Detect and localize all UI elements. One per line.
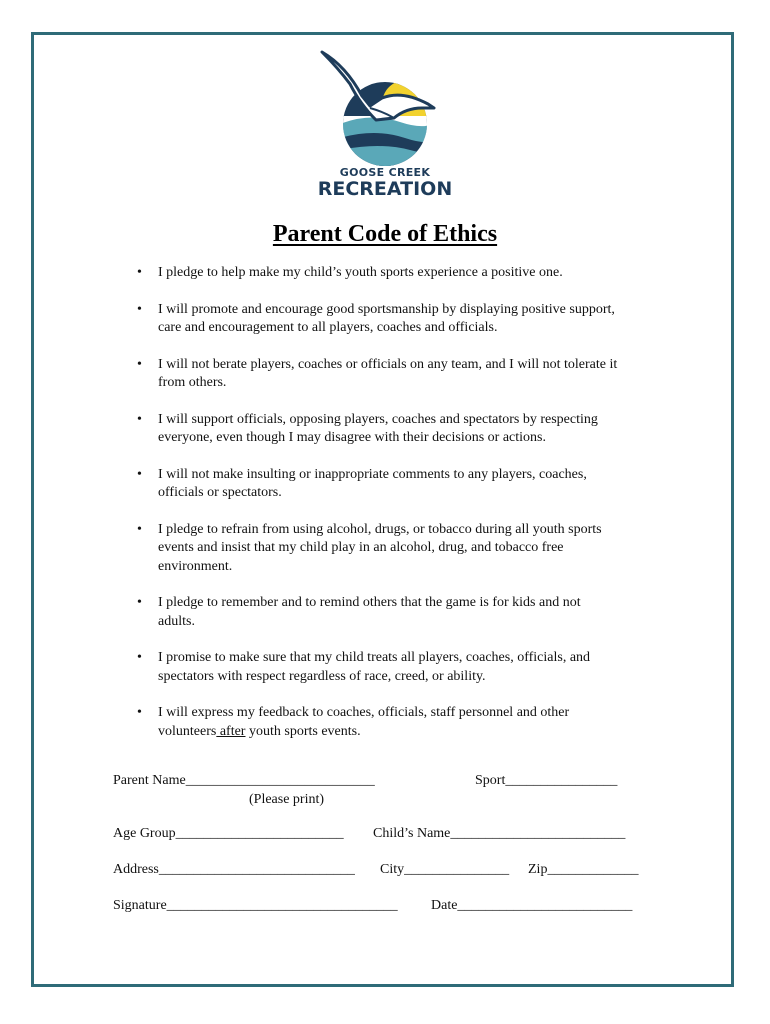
sport-field[interactable]: Sport________________ [475, 773, 618, 788]
pledge-text: care and encouragement to all players, coaches and officials. [158, 320, 498, 335]
pledge-text: I pledge to help make my child’s youth sports experience a positive one. [158, 265, 563, 280]
pledge-text: I will express my feedback to coaches, officials, staff personnel and other [158, 705, 570, 720]
pledge-text: spectators with respect regardless of race, creed, or ability. [158, 668, 486, 684]
bullet-icon: • [137, 411, 142, 427]
org-name-line1: GOOSE CREEK [339, 166, 431, 179]
pledge-item [114, 704, 664, 741]
pledge-text: I will not berate players, coaches or officials on any team, and I will not tolerate it [158, 356, 618, 372]
pledge-list [114, 264, 664, 759]
childs-name-field[interactable]: Child’s Name_________________________ [373, 826, 626, 841]
address-field[interactable]: Address____________________________ [113, 862, 355, 877]
pledge-text: I will not make insulting or inappropriate comments to any players, coaches, [158, 466, 587, 482]
bullet-icon: • [137, 595, 142, 610]
pledge-text: environment. [158, 558, 233, 574]
city-field[interactable]: City_______________ [380, 862, 510, 877]
please-print-note: (Please print) [249, 792, 325, 807]
pledge-text: I promise to make sure that my child treats all players, coaches, officials, and [158, 650, 591, 665]
bullet-icon: • [137, 650, 142, 665]
bullet-icon: • [137, 521, 142, 537]
pledge-text: from others. [158, 375, 227, 390]
pledge-text: I will support officials, opposing players, coaches and spectators by respecting [158, 411, 598, 427]
pledge-item [114, 301, 664, 338]
page-title [0, 221, 770, 248]
pledge-text: events and insist that my child play in an alcohol, drug, and tobacco free [158, 540, 564, 555]
pledge-item [114, 649, 664, 686]
date-field[interactable]: Date_________________________ [431, 898, 633, 913]
pledge-text: officials or spectators. [158, 485, 282, 500]
parent-name-field[interactable]: Parent Name___________________________ [113, 773, 375, 788]
bullet-icon: • [137, 356, 142, 372]
page-title-text: Parent Code of Ethics [272, 221, 498, 247]
pledge-text: I pledge to remember and to remind others that the game is for kids and not [158, 595, 581, 610]
signature-field[interactable]: Signature_________________________________ [113, 898, 398, 913]
org-name-line2: RECREATION [317, 178, 453, 200]
bullet-icon: • [137, 705, 142, 720]
bullet-icon: • [137, 265, 142, 280]
age-group-field[interactable]: Age Group________________________ [113, 826, 344, 841]
pledge-text: everyone, even though I may disagree with their decisions or actions. [158, 430, 546, 445]
pledge-item [114, 594, 664, 631]
pledge-item [114, 411, 664, 448]
pledge-item [114, 521, 664, 577]
pledge-text: adults. [158, 613, 195, 629]
pledge-item [114, 356, 664, 393]
pledge-text: youth sports events. [245, 723, 361, 739]
pledge-item [114, 264, 664, 283]
pledge-item [114, 466, 664, 503]
pledge-text: I pledge to refrain from using alcohol, drugs, or tobacco during all youth sports [158, 521, 602, 537]
bullet-icon: • [137, 466, 142, 482]
pledge-text: volunteers [158, 723, 217, 739]
zip-field[interactable]: Zip_____________ [528, 862, 639, 877]
emphasis-after: after [216, 723, 246, 739]
bullet-icon: • [137, 301, 142, 317]
pledge-text: I will promote and encourage good sportsmanship by displaying positive support, [158, 301, 615, 317]
